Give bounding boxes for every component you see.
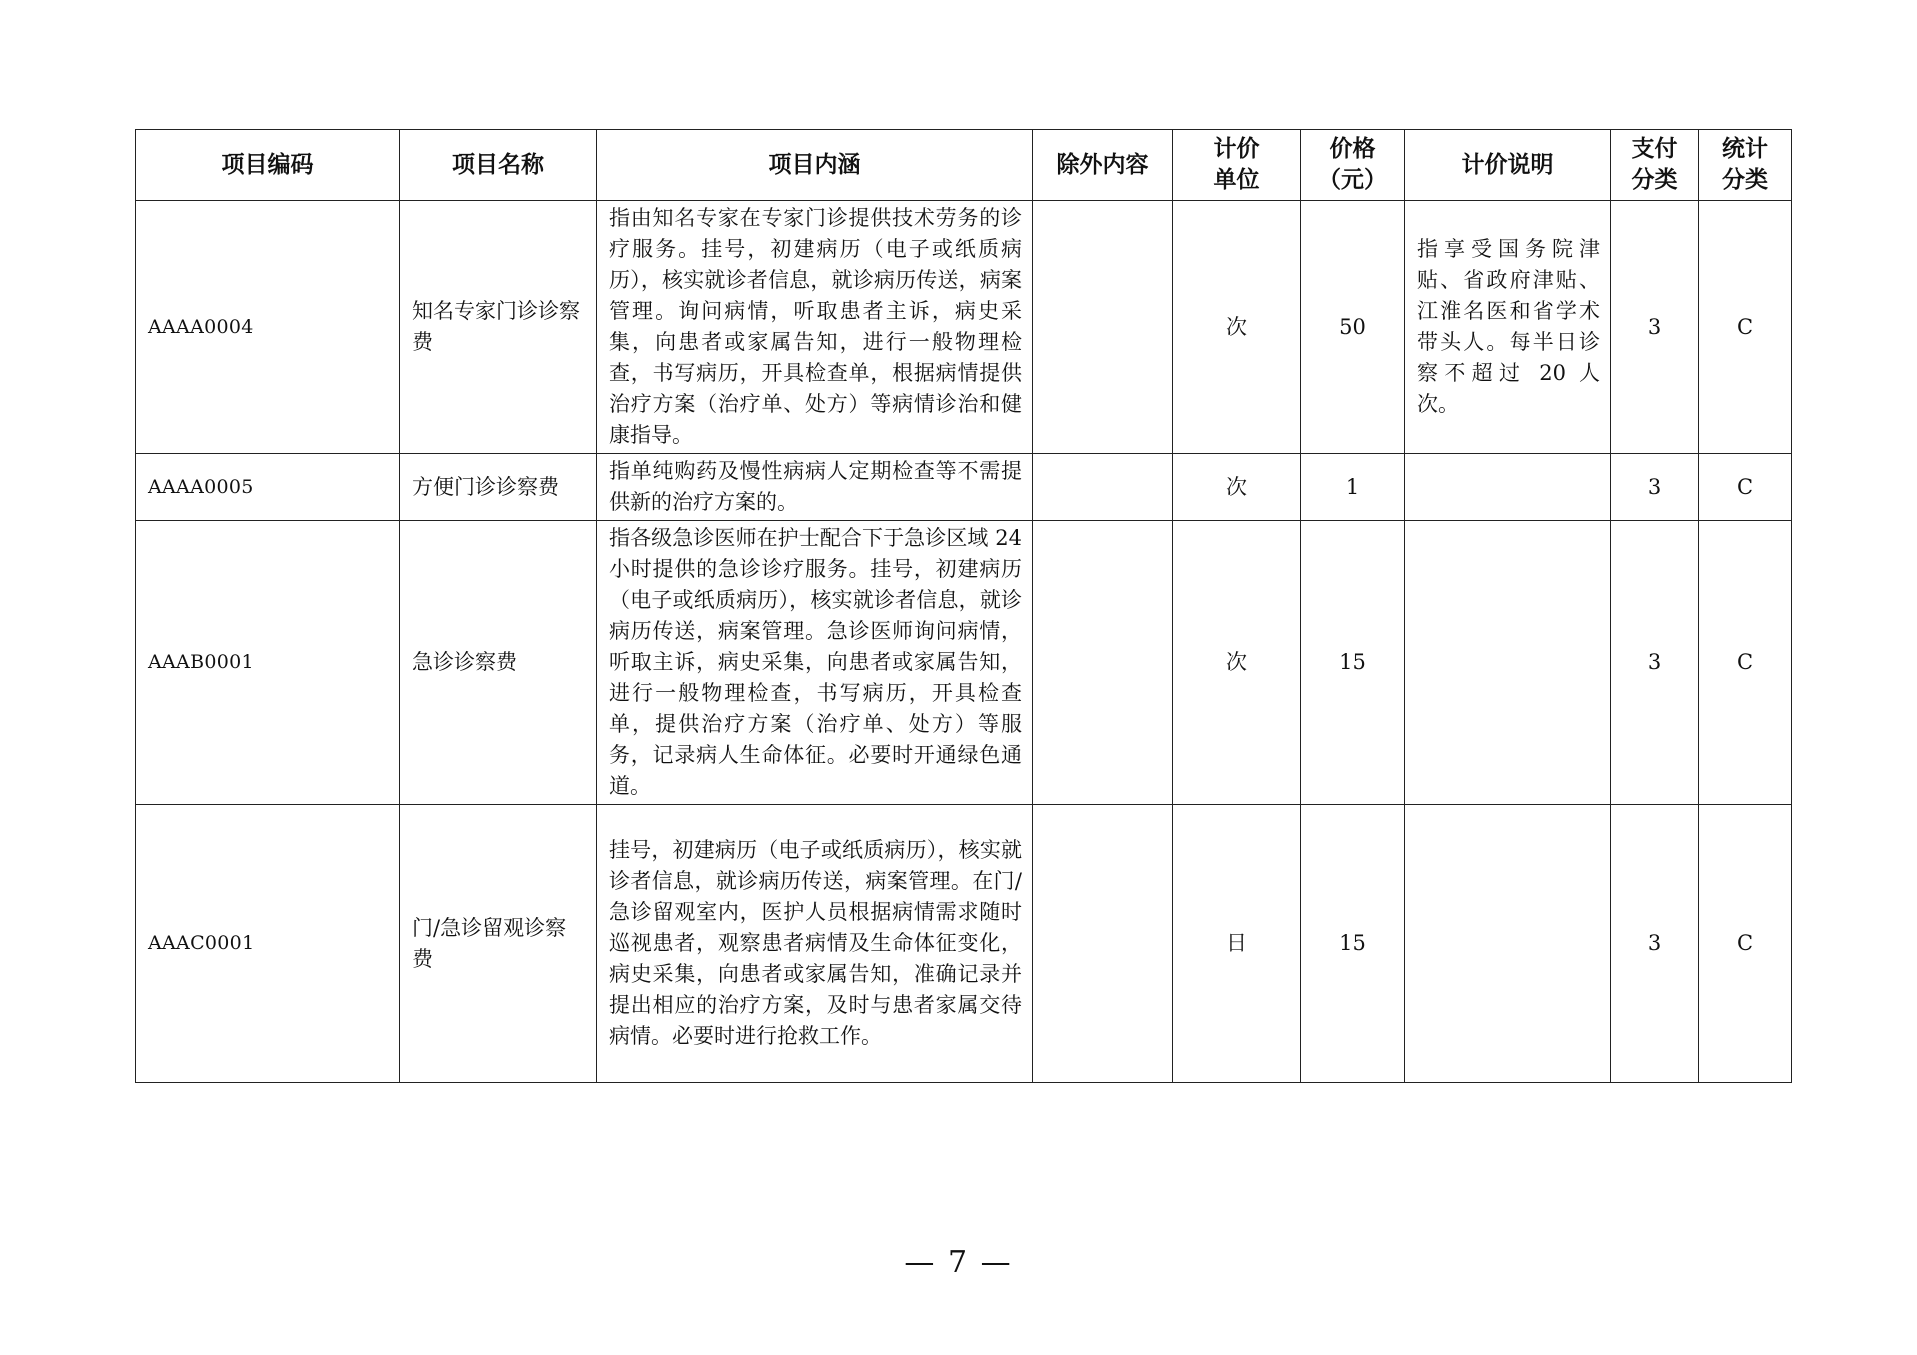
header-name: 项目名称 (400, 130, 597, 201)
cell-stat: C (1699, 201, 1792, 454)
cell-payment: 3 (1611, 201, 1699, 454)
price-table (135, 129, 1792, 1083)
cell-code: AAAA0004 (136, 201, 400, 454)
cell-stat: C (1699, 454, 1792, 521)
header-content: 项目内涵 (597, 130, 1033, 201)
cell-price: 15 (1301, 805, 1405, 1083)
cell-exclude (1033, 201, 1173, 454)
cell-exclude (1033, 805, 1173, 1083)
page-number: — 7 — (904, 1245, 1013, 1280)
cell-name: 门/急诊留观诊察费 (400, 805, 597, 1083)
header-unit: 计价 单位 (1173, 130, 1301, 201)
cell-price: 1 (1301, 454, 1405, 521)
table-row (136, 454, 1792, 521)
cell-unit: 次 (1173, 521, 1301, 805)
cell-exclude (1033, 521, 1173, 805)
cell-price: 15 (1301, 521, 1405, 805)
header-price: 价格 （元） (1301, 130, 1405, 201)
table-row (136, 805, 1792, 1083)
cell-name: 方便门诊诊察费 (400, 454, 597, 521)
cell-payment: 3 (1611, 805, 1699, 1083)
cell-stat: C (1699, 521, 1792, 805)
cell-name: 急诊诊察费 (400, 521, 597, 805)
cell-content: 指单纯购药及慢性病病人定期检查等不需提供新的治疗方案的。 (597, 454, 1033, 521)
header-code: 项目编码 (136, 130, 400, 201)
header-stat: 统计 分类 (1699, 130, 1792, 201)
cell-exclude (1033, 454, 1173, 521)
cell-stat: C (1699, 805, 1792, 1083)
cell-content: 指各级急诊医师在护士配合下于急诊区域 24 小时提供的急诊诊疗服务。挂号，初建病历（电子或纸质病历），核实就诊者信息，就诊病历传送，病案管理。急诊医师询问病情，听取主诉，病史采集，向患者或家属告知，进行一般物理检查，书写病历，开具检查单，提供治疗方案（治疗单、处方）等服务，记录病人生命体征。必要时开通绿色通道。 (597, 521, 1033, 805)
cell-note (1405, 454, 1611, 521)
header-note: 计价说明 (1405, 130, 1611, 201)
header-row (136, 130, 1792, 201)
table-row (136, 521, 1792, 805)
table-row (136, 201, 1792, 454)
cell-content: 指由知名专家在专家门诊提供技术劳务的诊疗服务。挂号，初建病历（电子或纸质病历），核实就诊者信息，就诊病历传送，病案管理。询问病情，听取患者主诉，病史采集，向患者或家属告知，进行一般物理检查，书写病历，开具检查单，根据病情提供治疗方案（治疗单、处方）等病情诊治和健康指导。 (597, 201, 1033, 454)
cell-payment: 3 (1611, 521, 1699, 805)
cell-content: 挂号，初建病历（电子或纸质病历），核实就诊者信息，就诊病历传送，病案管理。在门/急诊留观室内，医护人员根据病情需求随时巡视患者，观察患者病情及生命体征变化，病史采集，向患者或家属告知，准确记录并提出相应的治疗方案，及时与患者家属交待病情。必要时进行抢救工作。 (597, 805, 1033, 1083)
cell-note (1405, 805, 1611, 1083)
cell-code: AAAA0005 (136, 454, 400, 521)
header-exclude: 除外内容 (1033, 130, 1173, 201)
cell-unit: 次 (1173, 454, 1301, 521)
cell-code: AAAC0001 (136, 805, 400, 1083)
cell-name: 知名专家门诊诊察费 (400, 201, 597, 454)
cell-unit: 日 (1173, 805, 1301, 1083)
cell-price: 50 (1301, 201, 1405, 454)
cell-unit: 次 (1173, 201, 1301, 454)
header-payment: 支付 分类 (1611, 130, 1699, 201)
cell-note: 指享受国务院津贴、省政府津贴、江淮名医和省学术带头人。每半日诊察不超过 20 人次。 (1405, 201, 1611, 454)
cell-payment: 3 (1611, 454, 1699, 521)
cell-note (1405, 521, 1611, 805)
cell-code: AAAB0001 (136, 521, 400, 805)
